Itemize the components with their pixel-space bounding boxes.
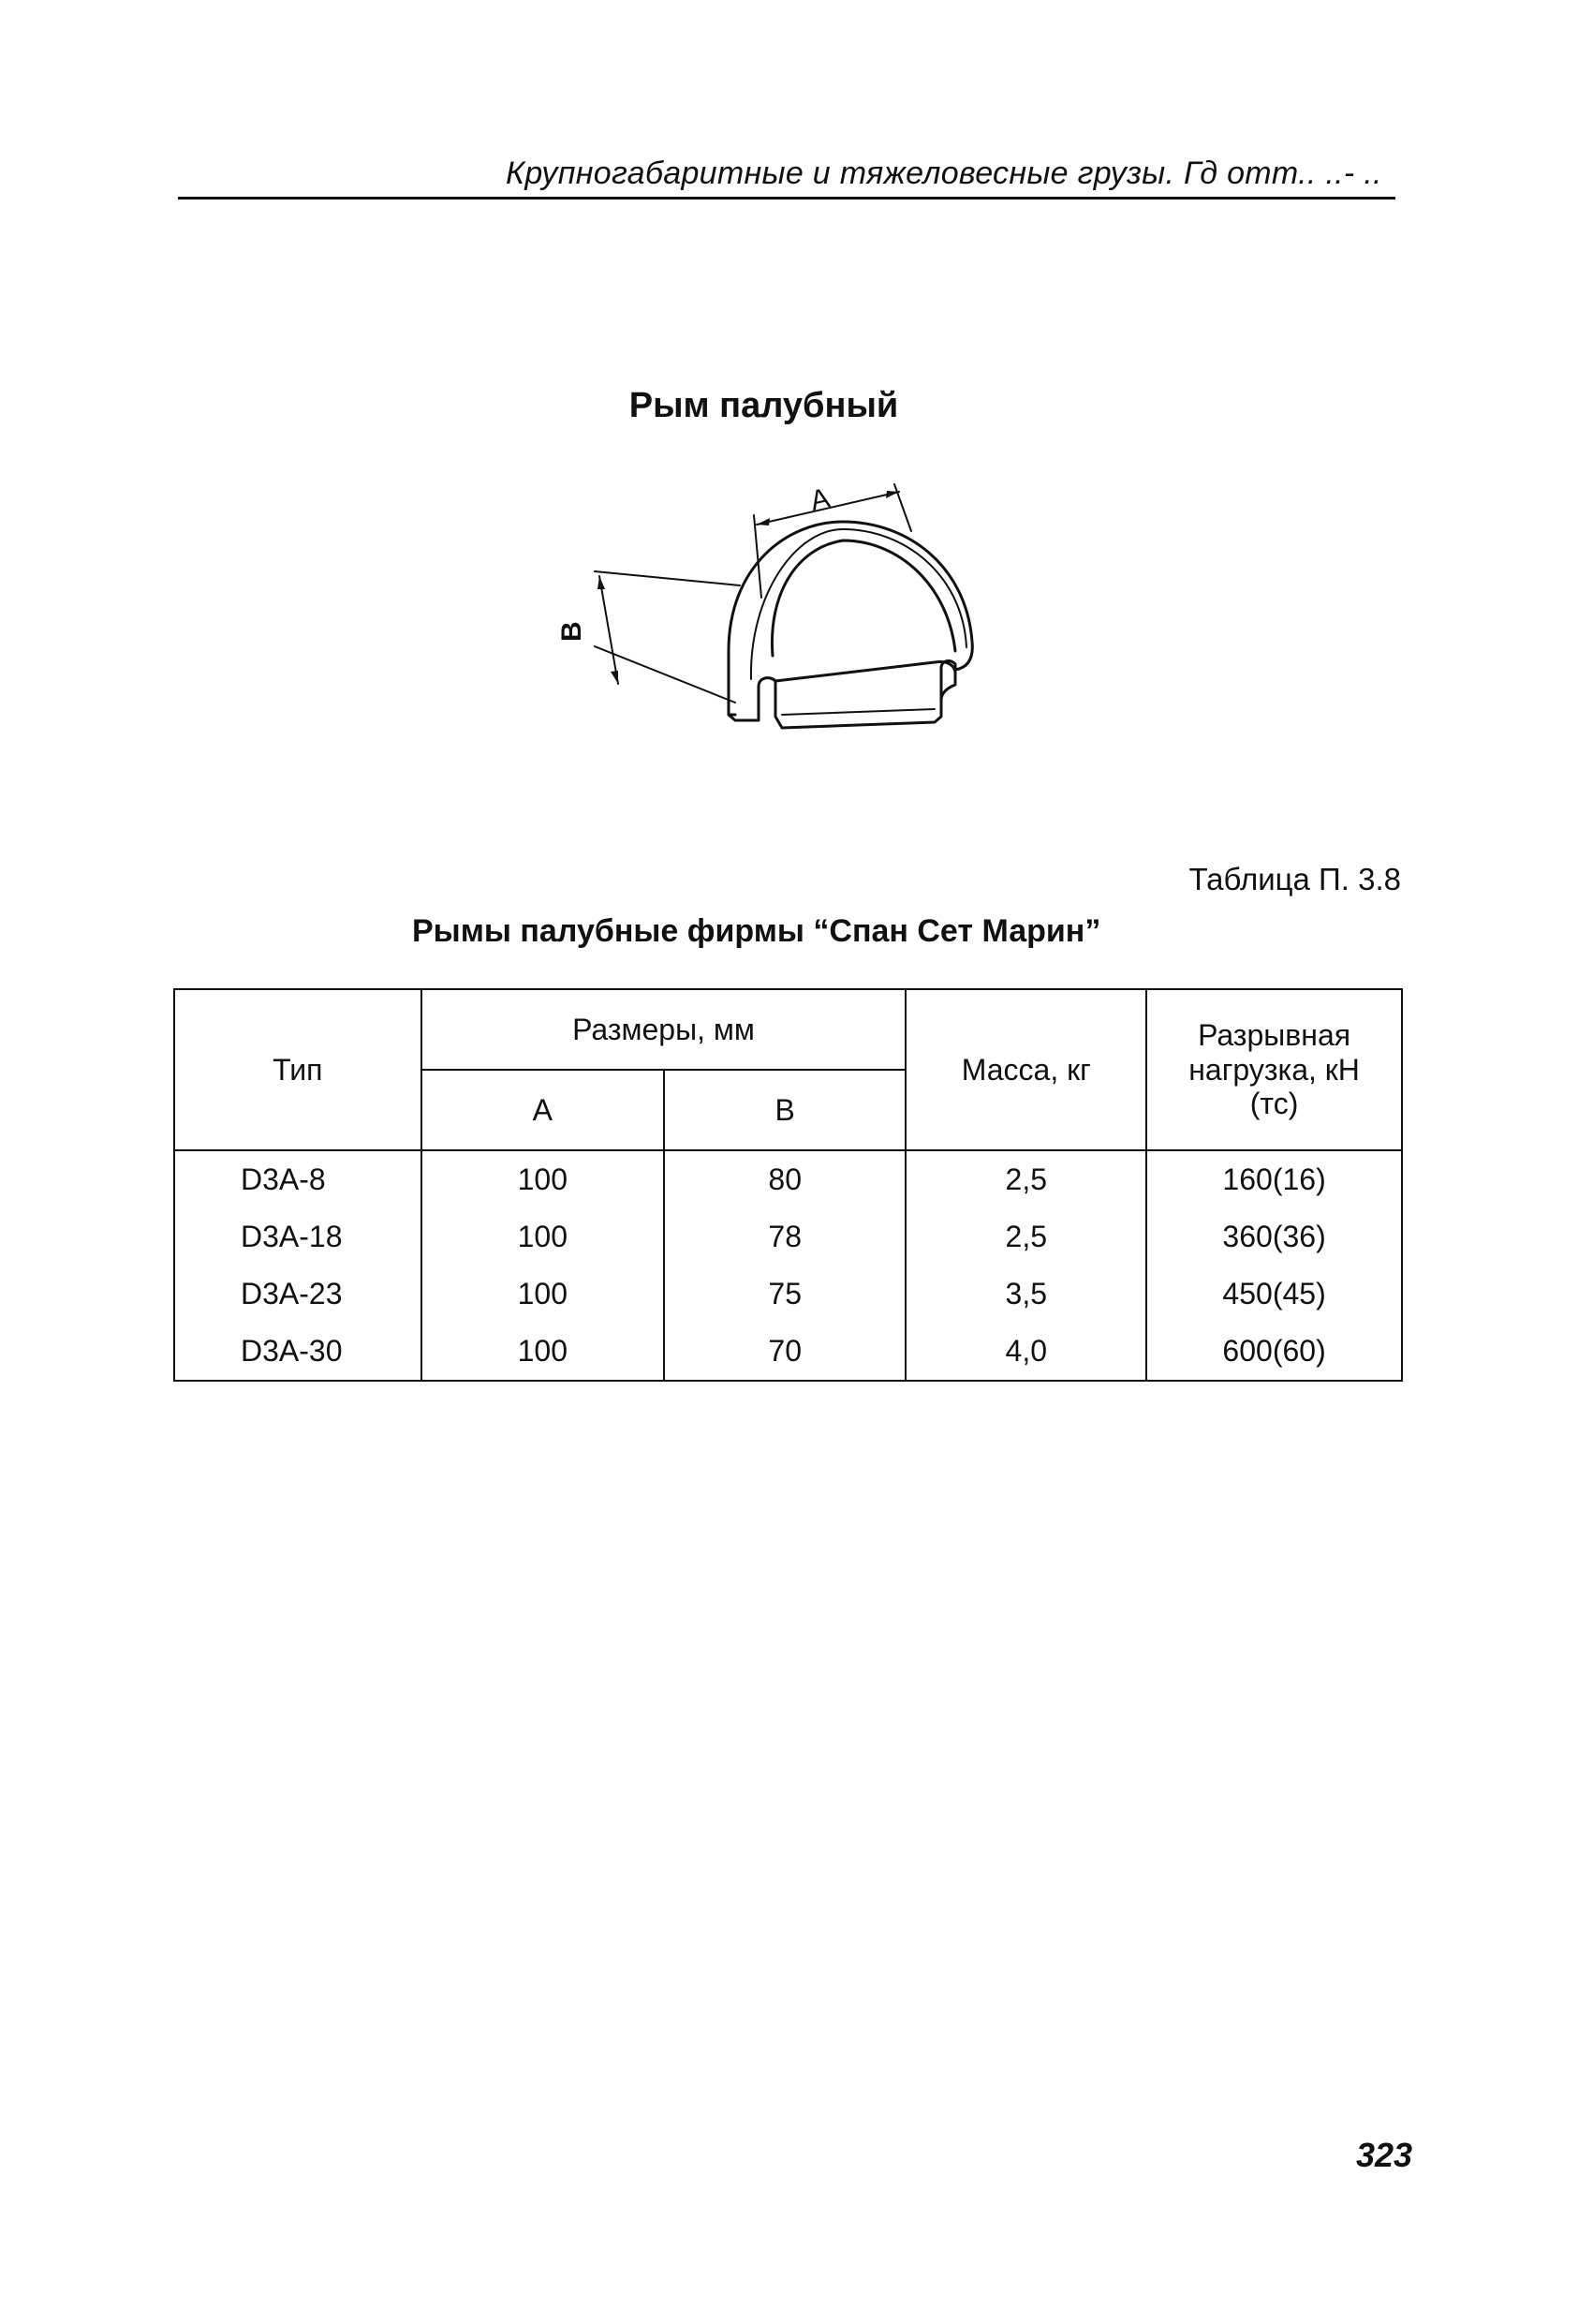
table-title: Рымы палубные фирмы “Спан Сет Марин” (412, 913, 1101, 949)
ring-mid-edge (751, 529, 966, 679)
base-plate (729, 661, 955, 728)
dim-b-extension-top (595, 571, 740, 585)
header-load-text: Разрывная нагрузка, кН (тс) (1188, 1017, 1360, 1121)
cell-mass: 2,5 (906, 1150, 1146, 1208)
ring-inner-edge (772, 540, 955, 656)
cell-type: D3A-8 (174, 1150, 421, 1208)
page-number: 323 (1356, 2136, 1413, 2174)
running-head-text: Крупногабаритные и тяжеловесные грузы. Гд отт.. ..- .. (506, 155, 1382, 191)
table-number: Таблица П. 3.8 (1188, 862, 1401, 896)
figure-title (0, 386, 1593, 426)
dim-a-label: A (807, 482, 833, 517)
ring-outer-edge (729, 522, 972, 715)
base-hinge-top (775, 661, 955, 681)
header-mass (906, 989, 1146, 1150)
deck-eye-table (173, 988, 1403, 1382)
cell-load: 450(45) (1146, 1266, 1402, 1323)
header-mass-text: Масса, кг (961, 1052, 1091, 1087)
cell-a: 100 (421, 1150, 664, 1208)
deck-eye-drawing (556, 464, 1011, 745)
cell-load: 600(60) (1146, 1323, 1402, 1381)
cell-b: 70 (664, 1323, 906, 1381)
cell-b: 75 (664, 1266, 906, 1323)
cell-a: 100 (421, 1323, 664, 1381)
dim-b-line (599, 576, 618, 684)
dim-a-arrow-left (757, 518, 770, 525)
cell-a: 100 (421, 1208, 664, 1266)
cell-mass: 3,5 (906, 1266, 1146, 1323)
figure-title-text: Рым палубный (628, 386, 899, 425)
cell-load: 360(36) (1146, 1208, 1402, 1266)
cell-a: 100 (421, 1266, 664, 1323)
running-head (178, 150, 1395, 200)
cell-load: 160(16) (1146, 1150, 1402, 1208)
cell-mass: 2,5 (906, 1208, 1146, 1266)
cell-type: D3A-30 (174, 1323, 421, 1381)
table-row (174, 1208, 1402, 1266)
base-hinge-bottom (782, 709, 935, 715)
table-row (174, 1266, 1402, 1323)
dim-b-arrow-bottom (611, 671, 618, 684)
cell-type: D3A-18 (174, 1208, 421, 1266)
table-row (174, 1150, 1402, 1208)
cell-b: 78 (664, 1208, 906, 1266)
cell-type: D3A-23 (174, 1266, 421, 1323)
header-a: A (421, 1070, 664, 1150)
dim-a-extension-right (894, 484, 911, 531)
dim-b-arrow-top (597, 576, 605, 589)
cell-mass: 4,0 (906, 1323, 1146, 1381)
dim-b-label: B (556, 621, 587, 642)
header-dimensions: Размеры, мм (421, 989, 907, 1070)
header-type: Тип (174, 989, 421, 1150)
dim-a-extension-left (754, 515, 761, 598)
cell-b: 80 (664, 1150, 906, 1208)
header-b: B (664, 1070, 906, 1150)
table-row (174, 1323, 1402, 1381)
header-load (1146, 989, 1402, 1150)
